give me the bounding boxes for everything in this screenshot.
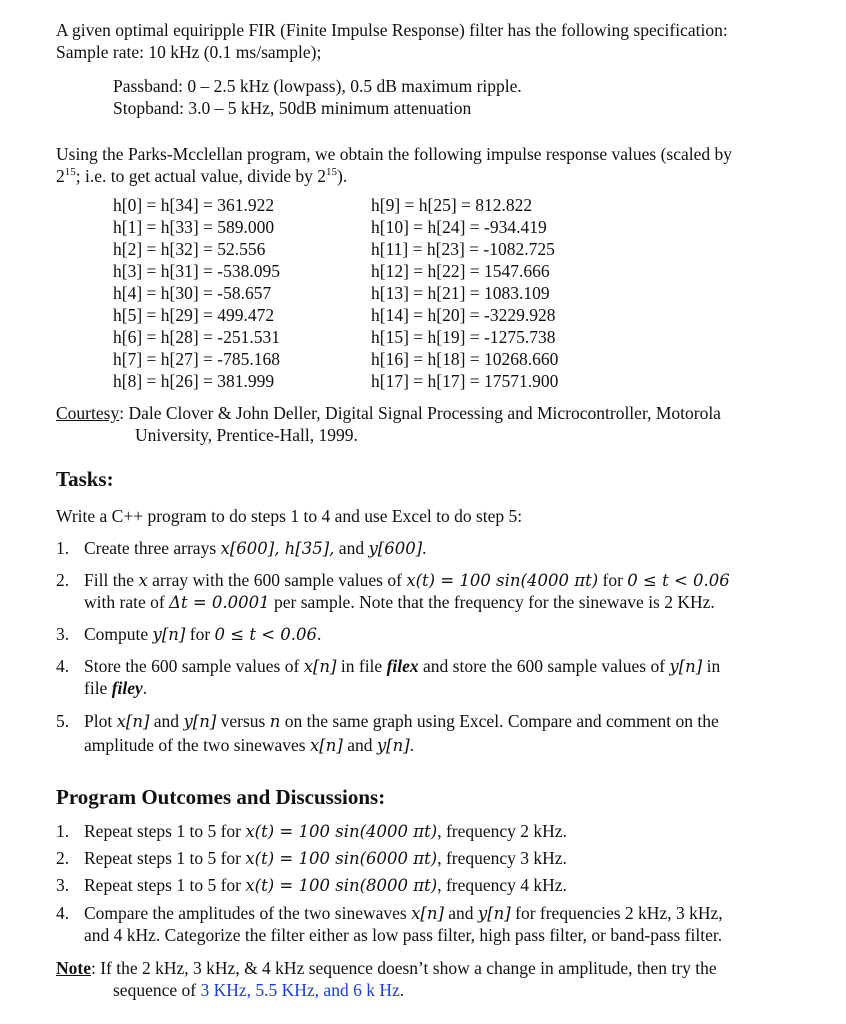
task-number: 3.	[56, 624, 70, 644]
outcome-number: 3.	[56, 875, 70, 895]
pm-line-1: Using the Parks-Mcclellan program, we obtain the following impulse response values (scaled by	[56, 144, 733, 164]
pm-line-2	[56, 165, 347, 187]
pm-exponent: 15	[64, 166, 76, 179]
courtesy-line-1	[56, 402, 721, 424]
outcome-text: Compare the amplitudes of the two sinewaves x[n] and y[n] for frequencies 2 kHz, 3 kHz,	[84, 903, 723, 923]
coefficient: h[11] = h[23] = -1082.725	[371, 239, 555, 259]
task-text: Compute y[n] for 0 ≤ t < 0.06.	[84, 624, 322, 644]
coefficient: h[8] = h[26] = 381.999	[113, 371, 275, 391]
intro-line-2: Sample rate: 10 kHz (0.1 ms/sample);	[56, 42, 322, 62]
tasks-intro: Write a C++ program to do steps 1 to 4 and use Excel to do step 5:	[56, 506, 523, 526]
intro-line-1: A given optimal equiripple FIR (Finite Impulse Response) filter has the following specification:	[56, 20, 728, 40]
outcome-number: 2.	[56, 848, 70, 868]
outcome-text: Repeat steps 1 to 5 for x(t) = 100 sin(4000 πt), frequency 2 kHz.	[84, 821, 567, 841]
outcome-text: Repeat steps 1 to 5 for x(t) = 100 sin(6000 πt), frequency 3 kHz.	[84, 848, 567, 868]
task-number: 1.	[56, 538, 70, 558]
outcome-text-continued: and 4 kHz. Categorize the filter either as low pass filter, high pass filter, or band-pass filter.	[84, 925, 723, 945]
coefficient: h[6] = h[28] = -251.531	[113, 327, 281, 347]
task-text: Create three arrays x[600], h[35], and y[600].	[84, 538, 427, 558]
coefficient: h[0] = h[34] = 361.922	[113, 195, 275, 215]
coefficient: h[9] = h[25] = 812.822	[371, 195, 533, 215]
coefficient: h[15] = h[19] = -1275.738	[371, 327, 556, 347]
passband-spec: Passband: 0 – 2.5 kHz (lowpass), 0.5 dB maximum ripple.	[113, 76, 522, 96]
note-label: Note	[56, 958, 91, 978]
coefficient: h[2] = h[32] = 52.556	[113, 239, 266, 259]
note-text: : If the 2 kHz, 3 kHz, & 4 kHz sequence doesn’t show a change in amplitude, then try the	[90, 958, 717, 978]
note-line-2: sequence of 3 KHz, 5.5 KHz, and 6 k Hz.	[113, 980, 405, 1000]
coefficient: h[1] = h[33] = 589.000	[113, 217, 275, 237]
tasks-heading: Tasks:	[56, 467, 114, 491]
coefficient: h[4] = h[30] = -58.657	[113, 283, 272, 303]
pm-base: 2	[56, 166, 65, 186]
task-number: 4.	[56, 656, 70, 676]
task-number: 2.	[56, 570, 70, 590]
courtesy-line-2: University, Prentice-Hall, 1999.	[135, 425, 358, 445]
outcome-text: Repeat steps 1 to 5 for x(t) = 100 sin(8000 πt), frequency 4 kHz.	[84, 875, 567, 895]
task-text-continued: amplitude of the two sinewaves x[n] and y[n].	[84, 735, 415, 755]
task-text: Fill the x array with the 600 sample values of x(t) = 100 sin(4000 πt) for 0 ≤ t < 0.06	[84, 570, 730, 590]
note-frequency-sequence: 3 KHz, 5.5 KHz, and 6 k Hz	[200, 980, 400, 1000]
task-text: Plot x[n] and y[n] versus n on the same graph using Excel. Compare and comment on the	[84, 711, 719, 731]
task-text-continued: file filey.	[84, 678, 148, 698]
outcome-number: 4.	[56, 903, 70, 923]
coefficient: h[12] = h[22] = 1547.666	[371, 261, 550, 281]
note-line-1	[56, 957, 717, 979]
coefficient: h[10] = h[24] = -934.419	[371, 217, 547, 237]
pm-text: ; i.e. to get actual value, divide by 2	[75, 166, 327, 186]
coefficient: h[5] = h[29] = 499.472	[113, 305, 275, 325]
outcomes-heading: Program Outcomes and Discussions:	[56, 785, 386, 809]
coefficient: h[3] = h[31] = -538.095	[113, 261, 281, 281]
coefficient: h[14] = h[20] = -3229.928	[371, 305, 556, 325]
task-number: 5.	[56, 711, 70, 731]
task-text: Store the 600 sample values of x[n] in file filex and store the 600 sample values of y[n] in	[84, 656, 721, 676]
stopband-spec: Stopband: 3.0 – 5 kHz, 50dB minimum attenuation	[113, 98, 472, 118]
task-text-continued: with rate of Δt = 0.0001 per sample. Note that the frequency for the sinewave is 2 KHz.	[84, 592, 715, 612]
coefficient: h[17] = h[17] = 17571.900	[371, 371, 559, 391]
outcome-number: 1.	[56, 821, 70, 841]
pm-exponent-2: 15	[326, 166, 338, 179]
coefficient: h[7] = h[27] = -785.168	[113, 349, 281, 369]
coefficient: h[16] = h[18] = 10268.660	[371, 349, 559, 369]
pm-end: ).	[337, 166, 348, 186]
courtesy-label: Courtesy	[56, 403, 120, 423]
courtesy-text: : Dale Clover & John Deller, Digital Signal Processing and Microcontroller, Motorola	[119, 403, 721, 423]
coefficient: h[13] = h[21] = 1083.109	[371, 283, 550, 303]
